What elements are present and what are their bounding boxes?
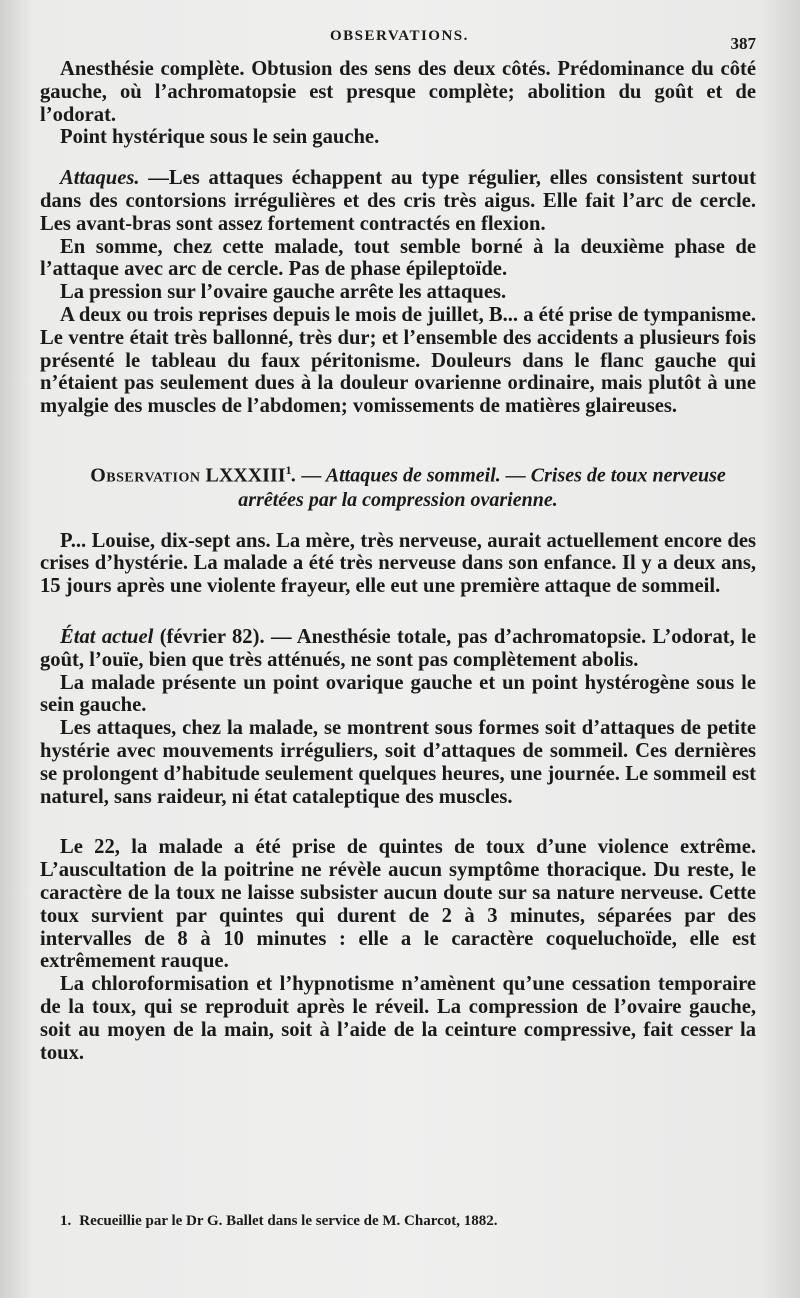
paragraph: En somme, chez cette malade, tout semble borné à la deuxième phase de l’attaque avec arc de cercle. Pas de phase épileptoïde. xyxy=(40,235,756,281)
paragraph: Le 22, la malade a été prise de quintes de toux d’une violence extrême. L’auscultation de la poitrine ne révèle aucun symptôme thoracique. Du reste, le caractère de la toux ne laisse subsister aucun doute sur sa nature nerveuse. Cette toux survient par quintes qui durent de 2 à 3 minutes, séparées par des intervalles de 8 à 10 minutes : elle a le caractère coqueluchoïde, elle est extrêmement rauque. xyxy=(40,836,756,973)
paragraph-etat xyxy=(40,626,756,672)
paragraph: Les attaques, chez la malade, se montrent sous formes soit d’attaques de petite hystérie avec mouvements irréguliers, soit d’attaques de sommeil. Ces dernières se prolongent d’habitude seulement quelques heures, une journée. Le sommeil est naturel, sans raideur, ni état cataleptique des muscles. xyxy=(40,717,756,808)
paragraph: La chloroformisation et l’hypnotisme n’amènent qu’une cessation temporaire de la toux, qui se reproduit après le réveil. La compression de l’ovaire gauche, soit au moyen de la main, soit à l’aide de la ceinture compressive, fait cesser la toux. xyxy=(40,973,756,1064)
paragraph: Point hystérique sous le sein gauche. xyxy=(60,126,380,149)
paragraph: La pression sur l’ovaire gauche arrête les attaques. xyxy=(60,281,507,304)
footnote-mark: 1. xyxy=(60,1213,72,1229)
paragraph-text: —Les attaques échappent au type régulier, elles consistent surtout dans des contorsions irrégulières et des cris très aigus. Elle fait l’arc de cercle. Les avant-bras sont assez fortement contractés en flexion. xyxy=(40,167,756,235)
paragraph: A deux ou trois reprises depuis le mois de juillet, B... a été prise de tympanisme. Le ventre était très ballonné, très dur; et l’ensemble des accidents a plusieurs fois présenté le tableau du faux péritonisme. Douleurs dans le flanc gauche qui n’étaient pas seulement dues à la douleur ovarienne ordinaire, mais plutôt à une myalgie des muscles de l’abdomen; vomissements de matières glaireuses. xyxy=(40,303,756,418)
paragraph-lead: Attaques. xyxy=(60,167,140,190)
paragraph: Anesthésie complète. Obtusion des sens des deux côtés. Prédominance du côté gauche, où l’achromatopsie est presque complète; abolition du goût et de l’odorat. xyxy=(40,58,756,126)
paragraph: La malade présente un point ovarique gauche et un point hystérogène sous le sein gauche. xyxy=(40,671,756,717)
paragraph-lead: État actuel xyxy=(60,626,154,648)
observation-label: Observation xyxy=(90,464,201,487)
paragraph-attaques xyxy=(40,167,756,235)
footnote-reference: 1 xyxy=(285,462,292,477)
observation-number: LXXXIII xyxy=(205,464,286,487)
page-header xyxy=(40,28,756,58)
footnote xyxy=(60,1213,498,1230)
observation-title: . — Attaques de sommeil. — Crises de toux nerveuse arrêtées par la compression ovarienne. xyxy=(238,464,726,511)
running-head: OBSERVATIONS. xyxy=(330,28,469,44)
paragraph-text: (février 82). — Anesthésie totale, pas d’achromatopsie. L’odorat, le goût, l’ouïe, bien que très atténués, ne sont pas complètement abolis. xyxy=(40,626,756,671)
footnote-text: Recueillie par le Dr G. Ballet dans le service de M. Charcot, 1882. xyxy=(79,1213,498,1229)
observation-heading xyxy=(40,458,756,512)
paragraph-patient: P... Louise, dix-sept ans. La mère, très nerveuse, aurait actuellement encore des crises d’hystérie. La malade a été très nerveuse dans son enfance. Il y a deux ans, 15 jours après une violente frayeur, elle eut une première attaque de sommeil. xyxy=(40,529,756,598)
page-number: 387 xyxy=(730,34,756,53)
